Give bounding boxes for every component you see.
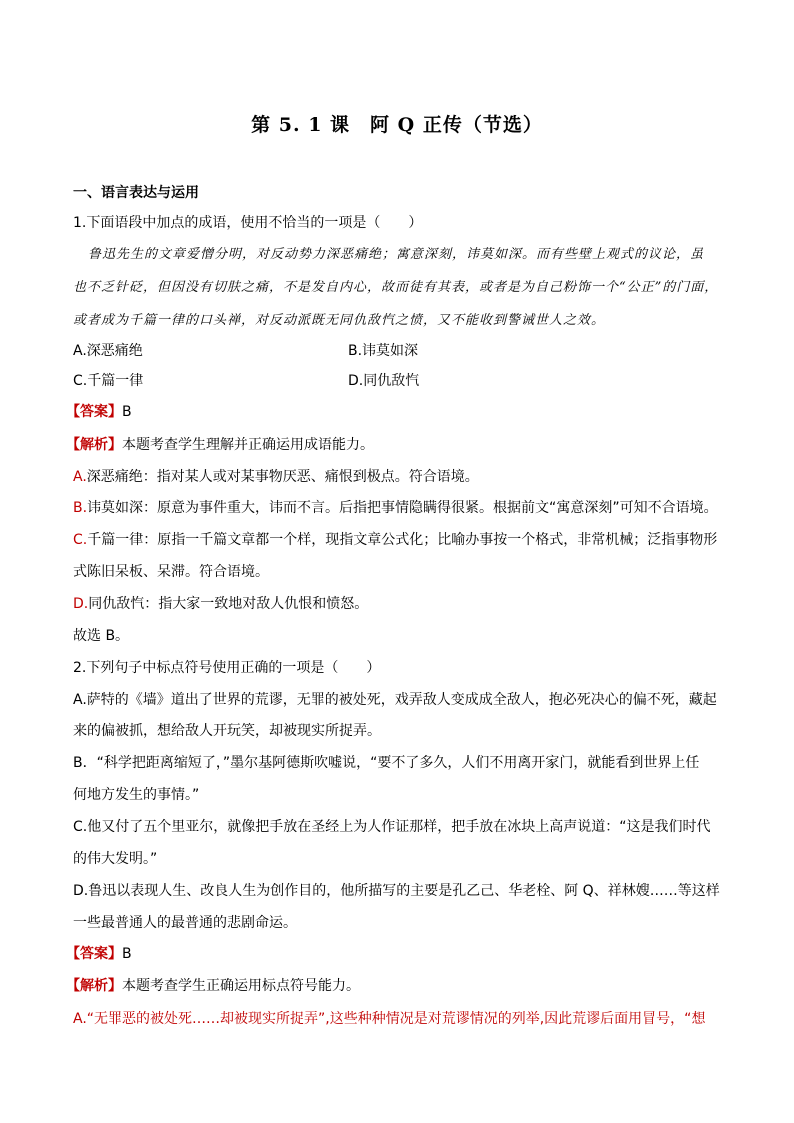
q1-option-a: A.深恶痛绝 (73, 343, 143, 359)
q2-option-a-cont: 来的偏被抓，想给敌人开玩笑，却被现实所捉弄。 (73, 723, 381, 739)
analysis-tag: 【解析】 (66, 437, 122, 453)
q1-explanation-c-cont: 式陈旧呆板、呆滞。符合语境。 (73, 564, 269, 580)
q2-option-a: A.萨特的《墙》道出了世界的荒谬，无罪的被处死，戏弄敌人变成成全敌人，抱必死决心的偏不死，藏起 (73, 692, 717, 708)
question-1-stem: 1.下面语段中加点的成语，使用不恰当的一项是（ ） (73, 215, 423, 231)
answer-tag: 【答案】 (66, 946, 122, 962)
answer-value: B (122, 946, 132, 962)
q1-option-d: D.同仇敌忾 (348, 373, 420, 389)
question-2-stem: 2.下列句子中标点符号使用正确的一项是（ ） (73, 660, 381, 676)
answer-tag: 【答案】 (66, 404, 122, 420)
q2-answer (66, 944, 726, 964)
explanation-label: A. (73, 1011, 87, 1027)
passage-line-3: 或者成为千篇一律的口头禅，对反动派既无同仇敌忾之愤，又不能收到警诫世人之效。 (73, 313, 606, 328)
explanation-text: 深恶痛绝：指对某人或对某事物厌恶、痛恨到极点。符合语境。 (86, 469, 479, 485)
q2-option-c-cont: 的伟大发明。” (73, 851, 158, 867)
explanation-text: “无罪恶的被处死……却被现实所捉弄”,这些种种情况是对荒谬情况的列举,因此荒谬后面用冒号，“想 (86, 1011, 706, 1027)
q2-option-b: B．“科学把距离缩短了，”墨尔基阿德斯吹嘘说，“要不了多久，人们不用离开家门，就能看到世界上任 (73, 755, 700, 771)
q1-analysis (66, 435, 726, 455)
section-heading: 一、语言表达与运用 (73, 185, 199, 201)
q1-answer (66, 402, 726, 422)
explanation-text: 讳莫如深：原意为事件重大，讳而不言。后指把事情隐瞒得很紧。根据前文“寓意深刻”可知不合语境。 (87, 500, 718, 516)
q1-conclusion: 故选 B。 (73, 628, 130, 644)
analysis-text: 本题考查学生理解并正确运用成语能力。 (122, 437, 374, 453)
explanation-text: 千篇一律：原指一千篇文章都一个样，现指文章公式化；比喻办事按一个格式，非常机械；泛指事物形 (87, 532, 718, 548)
explanation-label: C. (73, 532, 88, 548)
q1-explanation-a (73, 467, 733, 487)
explanation-text: 同仇敌忾：指大家一致地对敌人仇恨和愤怒。 (88, 596, 369, 612)
answer-value: B (122, 404, 132, 420)
q1-explanation-b (73, 498, 733, 518)
q1-explanation-d (73, 594, 733, 614)
q1-option-c: C.千篇一律 (73, 373, 144, 389)
analysis-text: 本题考查学生正确运用标点符号能力。 (122, 978, 360, 994)
passage-line-1: 鲁迅先生的文章爱憎分明，对反动势力深恶痛绝；寓意深刻，讳莫如深。而有些壁上观式的议论，虽 (88, 247, 705, 262)
q2-option-d: D.鲁迅以表现人生、改良人生为创作目的，他所描写的主要是孔乙己、华老栓、阿 Q、祥林嫂……等这样 (73, 883, 720, 899)
q1-option-b: B.讳莫如深 (348, 343, 419, 359)
page-title: 第 5. 1 课 阿 Q 正传（节选） (251, 114, 543, 136)
explanation-label: B. (73, 500, 88, 516)
q2-analysis (66, 976, 726, 996)
q2-explanation-a (73, 1009, 733, 1029)
analysis-tag: 【解析】 (66, 978, 122, 994)
q2-option-d-cont: 一些最普通人的最普通的悲剧命运。 (73, 915, 297, 931)
passage-line-2: 也不乏针砭，但因没有切肤之痛，不是发自内心，故而徒有其表，或者是为自己粉饰一个“公正”的门面， (73, 280, 719, 295)
q2-option-b-cont: 何地方发生的事情。” (73, 787, 200, 803)
q2-option-c: C.他又付了五个里亚尔，就像把手放在圣经上为人作证那样，把手放在冰块上高声说道：“这是我们时代 (73, 819, 711, 835)
explanation-label: D. (73, 596, 89, 612)
explanation-label: A. (73, 469, 87, 485)
q1-explanation-c (73, 530, 733, 550)
